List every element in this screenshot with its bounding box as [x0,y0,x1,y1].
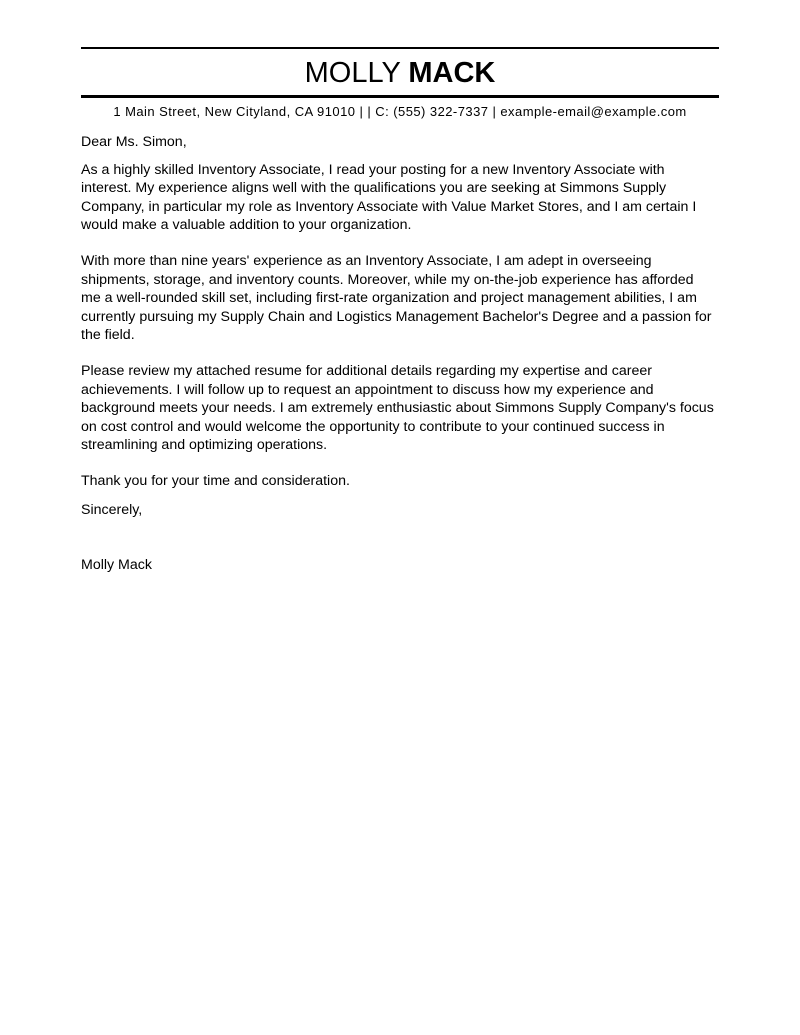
salutation: Dear Ms. Simon, [81,134,187,150]
paragraph-line: on cost control and would welcome the opportunity to contribute to your continued success in [81,418,665,435]
paragraph-3 [81,362,719,455]
paragraph-line: shipments, storage, and inventory counts. Moreover, while my on-the-job experience has afforded [81,271,694,288]
paragraph-line: Please review my attached resume for additional details regarding my expertise and career [81,362,652,379]
paragraph-line: currently pursuing my Supply Chain and Logistics Management Bachelor's Degree and a passion for [81,308,712,325]
applicant-last-name: MACK [408,57,496,89]
signature-name: Molly Mack [81,557,152,574]
paragraph-line: With more than nine years' experience as an Inventory Associate, I am adept in overseeing [81,252,652,269]
paragraph-line: background meets your needs. I am extremely enthusiastic about Simmons Supply Company's focus [81,400,714,417]
paragraph-line: would make a valuable addition to your organization. [81,217,412,234]
header-top-rule [81,47,719,49]
paragraph-line: streamlining and optimizing operations. [81,437,328,454]
contact-line: 1 Main Street, New Cityland, CA 91010 | | C: (555) 322-7337 | example-email@example.com [113,104,687,119]
header-bottom-rule [81,95,719,98]
closing-line: Sincerely, [81,501,143,518]
paragraph-line: me a well-rounded skill set, including first-rate organization and project management abilities, I am [81,290,697,307]
paragraph-line: achievements. I will follow up to request an appointment to discuss how my experience and [81,381,654,398]
paragraph-line: the field. [81,327,135,344]
applicant-first-name: MOLLY [304,57,401,89]
paragraph-line: As a highly skilled Inventory Associate, I read your posting for a new Inventory Associate with [81,161,665,178]
thanks-line: Thank you for your time and consideration. [81,472,350,489]
paragraph-1 [81,161,719,235]
paragraph-line: interest. My experience aligns well with the qualifications you are seeking at Simmons Supply [81,180,667,197]
applicant-name [81,56,719,90]
letter-body [81,133,719,575]
paragraph-line: Company, in particular my role as Inventory Associate with Value Market Stores, and I am certain I [81,198,697,215]
paragraph-2 [81,252,719,345]
